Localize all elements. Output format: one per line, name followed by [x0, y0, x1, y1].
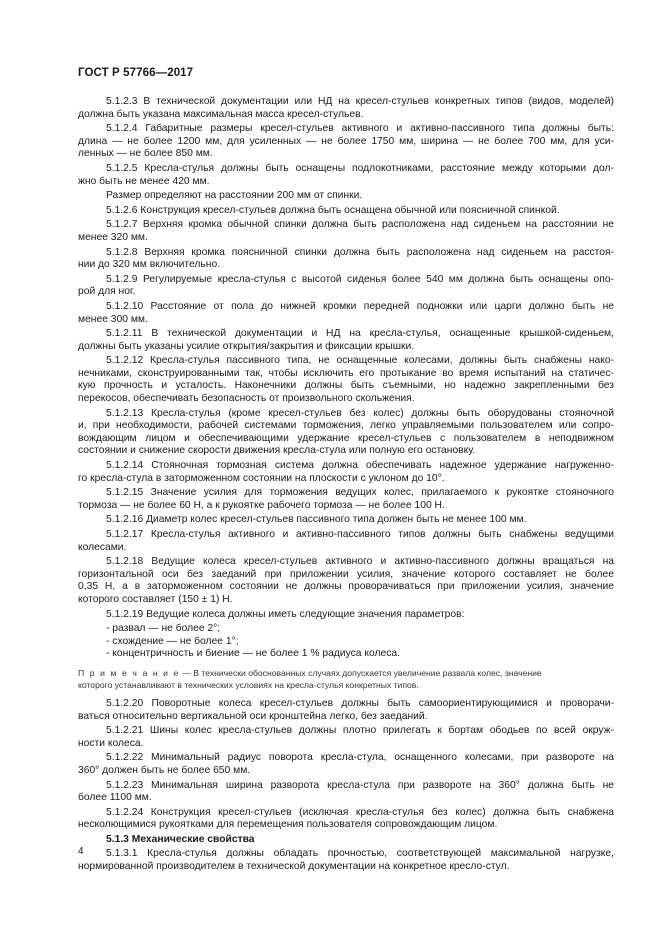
list-item: - схождение — не более 1°; [106, 635, 239, 647]
note-label: П р и м е ч а н и е [78, 667, 180, 678]
paragraph-line: нечниками, сконструированными так, чтобы исключить его протыкание во время испытаний на статичес- [78, 367, 614, 379]
paragraph-line: менее 300 мм. [78, 313, 148, 325]
paragraph-line: 0,35 Н, а в заторможенном состоянии не должны проворачиваться при приложении усилия, значение [78, 581, 614, 593]
document-body [78, 96, 614, 876]
paragraph-p12 [78, 408, 614, 458]
paragraph-p19 [78, 698, 614, 723]
paragraph-p5 [78, 205, 614, 218]
paragraph-line: 5.1.2.23 Минимальная ширина разворота кресла-стула при развороте на 360° должна быть не [106, 779, 614, 791]
list-item: - концентричность и биение — не более 1 % радиуса колеса. [106, 648, 400, 660]
paragraph-line: перекосов, обеспечивать безопасность от произвольного скольжения. [78, 393, 415, 405]
paragraph-line: кую прочность и усталость. Наконечники должны быть съемными, но надежно закрепленными без [78, 380, 614, 392]
paragraph-line: 5.1.2.22 Минимальный радиус поворота кресла-стула, оснащенного колесами, при развороте на [106, 752, 614, 764]
paragraph-line: более 1100 мм. [78, 792, 152, 804]
paragraph-line: нии до 320 мм включительно. [78, 259, 221, 271]
paragraph-p4 [78, 190, 614, 203]
paragraph-line: тормоза — не более 60 Н, а к рукоятке рабочего тормоза — не более 100 Н. [78, 499, 445, 511]
paragraph-line: 5.1.2.9 Регулируемые кресла-стулья с высотой сиденья более 540 мм должна быть оснащены опо- [106, 273, 614, 285]
paragraph-p11 [78, 355, 614, 405]
note-line: которого устанавливают в технических условиях на кресла-стулья конкретных типов. [78, 679, 419, 690]
standard-header: ГОСТ Р 57766—2017 [78, 67, 194, 79]
paragraph-p21 [78, 752, 614, 777]
paragraph-p2 [78, 123, 614, 161]
paragraph-line: менее 320 мм. [78, 231, 148, 243]
paragraph-line: рой для ног. [78, 286, 136, 298]
section-heading [78, 834, 614, 847]
paragraph-line: горизонтальной оси без заеданий при приложении усилия, значение которого составляет не более [78, 568, 614, 580]
paragraph-line: 5.1.2.24 Конструкция кресел-стульев (исключая кресла-стулья без колес) должна быть снабжена [106, 806, 614, 818]
paragraph-line: и, при необходимости, рабочей системами торможения, легко управляемыми пользователем или сопро- [78, 420, 614, 432]
paragraph-p22 [78, 780, 614, 805]
paragraph-p3 [78, 163, 614, 188]
paragraph-line: 5.1.2.19 Ведущие колеса должны иметь следующие значения параметров: [106, 608, 465, 620]
paragraph-p17 [78, 556, 614, 606]
paragraph-line: 5.1.2.5 Кресла-стулья должны быть оснащены подлокотниками, расстояние между которыми дол- [106, 162, 614, 174]
paragraph-p6 [78, 219, 614, 244]
note [78, 667, 614, 691]
paragraph-line: должны быть указаны усилие открытия/закрытия и фиксации крышки. [78, 340, 415, 352]
paragraph-line: Размер определяют на расстоянии 200 мм от спинки. [106, 190, 363, 202]
section-title: 5.1.3 Механические свойства [106, 833, 255, 845]
paragraph-line: 5.1.2.14 Стояночная тормозная система должна обеспечивать надежное удержание нагруженно- [106, 460, 614, 472]
paragraph-line: колесами. [78, 541, 127, 553]
paragraph-line: которого составляет (150 ± 1) Н. [78, 593, 233, 605]
paragraph-line: 5.1.2.21 Шины колес кресла-стульев должны плотно прилегать к бортам ободьев по всей окруж- [106, 725, 614, 737]
paragraph-p14 [78, 487, 614, 512]
paragraph-p16 [78, 529, 614, 554]
paragraph-p20 [78, 725, 614, 750]
paragraph-p15 [78, 514, 614, 527]
paragraph-line: 5.1.2.4 Габаритные размеры кресел-стульев активного и активно-пассивного типа должны быть: [106, 123, 614, 135]
paragraph-line: 5.1.2.11 В технической документации и НД на кресла-стулья, оснащенные крышкой-сиденьем, [106, 328, 614, 340]
paragraph-line: нормированной производителем в технической документации на конкретное кресло-стул. [78, 861, 510, 873]
clause-block-1 [78, 96, 614, 621]
paragraph-p8 [78, 274, 614, 299]
page-number: 4 [78, 846, 84, 857]
paragraph-line: 5.1.2.20 Поворотные колеса кресел-стульев должны быть самоориентирующимися и проворачи- [106, 697, 614, 709]
parameter-list [78, 623, 614, 661]
paragraph-p18 [78, 609, 614, 622]
paragraph-line: ваться относительно вертикальной оси кронштейна легко, без заеданий. [78, 710, 428, 722]
paragraph-line: 5.1.2.7 Верхняя кромка обычной спинки должна быть расположена над сиденьем на расстоянии не [106, 219, 614, 231]
paragraph-p10 [78, 328, 614, 353]
paragraph-line: ленных — не более 850 мм. [78, 148, 213, 160]
clause-block-2 [78, 698, 614, 832]
list-item: - развал — не более 2°; [106, 623, 221, 635]
paragraph-line: 5.1.2.16 Диаметр колес кресел-стульев пассивного типа должен быть не менее 100 мм. [106, 514, 527, 526]
paragraph-line: жно быть не менее 420 мм. [78, 175, 210, 187]
paragraph-line: 5.1.2.3 В технической документации или НД на кресел-стульев конкретных типов (видов, моделей) [106, 96, 614, 107]
paragraph-line: 5.1.2.18 Ведущие колеса кресел-стульев активного и активно-пассивного должны вращаться на [106, 556, 614, 568]
note-line: — В технически обоснованных случаях допускается увеличение развала колес, значение [182, 667, 542, 678]
paragraph-p7 [78, 247, 614, 272]
paragraph-line: 5.1.2.10 Расстояние от пола до нижней кромки передней подножки или царги должно быть не [106, 300, 614, 312]
paragraph-line: 360° должен быть не более 650 мм. [78, 764, 251, 776]
paragraph-p13 [78, 460, 614, 485]
clause-block-3 [78, 848, 614, 873]
paragraph-line: длина — не более 1200 мм, для усиленных — не более 1750 мм, ширина — не более 700 мм, для уси- [78, 135, 614, 147]
paragraph-line: ности колеса. [78, 737, 144, 749]
paragraph-line: 5.1.2.15 Значение усилия для торможения ведущих колес, прилагаемого к рукоятке стояночного [106, 487, 614, 499]
paragraph-line: 5.1.2.8 Верхняя кромка поясничной спинки должна быть расположена над сиденьем на расстоя- [106, 246, 614, 258]
paragraph-p1 [78, 96, 614, 121]
paragraph-line: вождающим лицом и обеспечивающими удержание кресел-стульев с пользователем в неподвижном [78, 432, 614, 444]
paragraph-p23 [78, 807, 614, 832]
paragraph-line: должна быть указана максимальная масса кресел-стульев. [78, 108, 364, 120]
paragraph-line: состоянии и снижение скорости движения кресла-стула или полную его остановку. [78, 445, 476, 457]
paragraph-line: 5.1.2.6 Конструкция кресел-стульев должна быть оснащена обычной или поясничной спинкой. [106, 204, 560, 216]
paragraph-line: 5.1.2.12 Кресла-стулья пассивного типа, не оснащенные колесами, должны быть снабжены нако- [106, 355, 614, 367]
paragraph-p24 [78, 848, 614, 873]
paragraph-line: 5.1.2.17 Кресла-стулья активного и активно-пассивного типов должны быть снабжены ведущими [106, 529, 614, 540]
paragraph-line: го кресла-стула в заторможенном состоянии на плоскости с уклоном до 10°. [78, 472, 445, 484]
paragraph-p9 [78, 301, 614, 326]
paragraph-line: 5.1.3.1 Кресла-стулья должны обладать прочностью, соответствующей максимальной нагрузке, [106, 848, 614, 860]
paragraph-line: 5.1.2.13 Кресла-стулья (кроме кресел-стульев без колес) должны быть оборудованы стояночной [106, 407, 614, 419]
paragraph-line: несколющимися рукоятками для перемещения пользователя сопровождающим лицом. [78, 819, 498, 831]
